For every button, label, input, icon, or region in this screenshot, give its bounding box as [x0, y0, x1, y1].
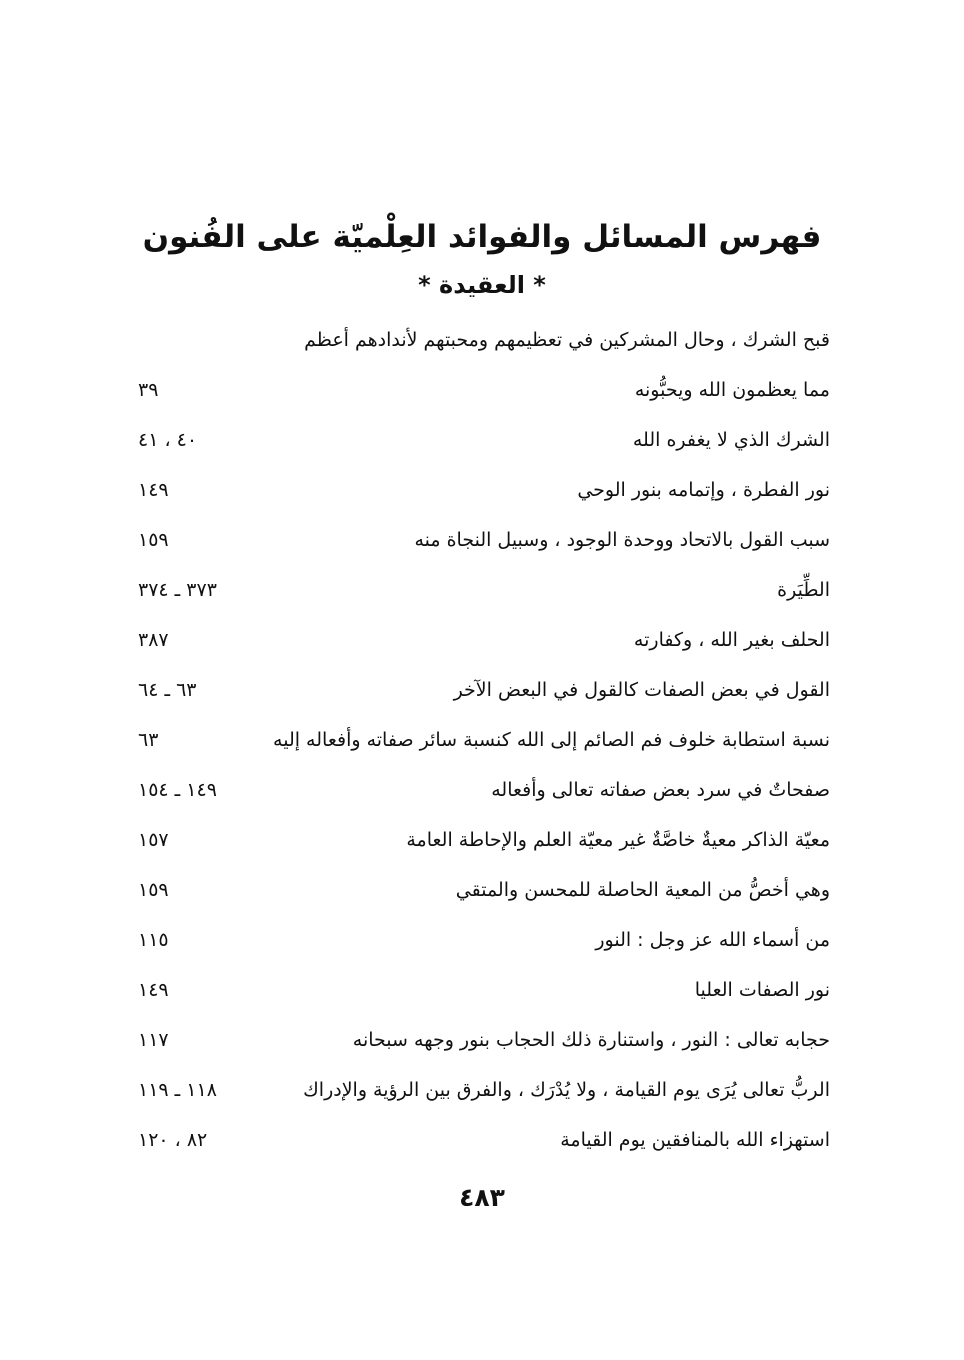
index-entry [138, 615, 830, 665]
index-entry [138, 315, 830, 365]
section-heading: * العقيدة * [418, 271, 546, 299]
entry-page: ١١٨ ـ ١١٩ [138, 1079, 217, 1101]
entry-page: ١٤٩ [138, 479, 169, 501]
entry-text: الربُّ تعالى يُرَى يوم القيامة ، ولا يُدْرَك ، والفرق بين الرؤية والإدراك [303, 1079, 830, 1101]
entry-text: مما يعظمون الله ويحبُّونه [634, 379, 830, 401]
entry-text: نسبة استطابة خلوف فم الصائم إلى الله كنسبة سائر صفاته وأفعاله إليه [273, 729, 830, 751]
index-entry [138, 515, 830, 565]
index-entry [138, 815, 830, 865]
entry-text: الحلف بغير الله ، وكفارته [633, 629, 830, 651]
index-entry [138, 1015, 830, 1065]
page-number: ٤٨٣ [459, 1183, 505, 1212]
index-entry [138, 565, 830, 615]
entry-page: ٣٨٧ [138, 629, 169, 651]
index-entry [138, 365, 830, 415]
index-entry [138, 415, 830, 465]
entry-text: حجابه تعالى : النور ، واستنارة ذلك الحجاب بنور وجهه سبحانه [352, 1029, 830, 1051]
entry-page: ٦٣ ـ ٦٤ [138, 679, 197, 701]
page-title: فهرس المسائل والفوائد العِلْميّة على الفُنون [142, 219, 822, 255]
entry-text: الطِّيَرة [777, 579, 830, 601]
entry-page: ١٤٩ ـ ١٥٤ [138, 779, 217, 801]
entry-page: ٣٩ [138, 379, 159, 401]
entry-text: نور الفطرة ، وإتمامه بنور الوحي [577, 479, 830, 501]
entry-text: الشرك الذي لا يغفره الله [632, 429, 830, 451]
index-entry [138, 1065, 830, 1115]
entry-page: ٨٢ ، ١٢٠ [138, 1129, 208, 1151]
index-entries [138, 315, 830, 1165]
entry-page: ٤٠ ، ٤١ [138, 429, 198, 451]
index-entry [138, 665, 830, 715]
entry-text: سبب القول بالاتحاد ووحدة الوجود ، وسبيل النجاة منه [414, 529, 830, 551]
entry-page: ١٤٩ [138, 979, 169, 1001]
entry-page: ٣٧٣ ـ ٣٧٤ [138, 579, 217, 601]
entry-page: ١٥٧ [138, 829, 169, 851]
index-entry [138, 1115, 830, 1165]
entry-text: من أسماء الله عز وجل : النور [595, 929, 830, 951]
entry-page: ١٥٩ [138, 879, 169, 901]
entry-text: القول في بعض الصفات كالقول في البعض الآخر [453, 679, 830, 701]
entry-page: ١٥٩ [138, 529, 169, 551]
entry-text: استهزاء الله بالمنافقين يوم القيامة [560, 1129, 830, 1151]
entry-page: ٦٣ [138, 729, 159, 751]
index-entry [138, 915, 830, 965]
entry-page: ١١٧ [138, 1029, 169, 1051]
entry-text: معيّة الذاكر معيةٌ خاصَّةٌ غير معيّة العلم والإحاطة العامة [406, 829, 830, 851]
index-entry [138, 715, 830, 765]
index-entry [138, 865, 830, 915]
entry-page: ١١٥ [138, 929, 169, 951]
entry-text: نور الصفات العليا [694, 979, 830, 1001]
entry-text: وهي أخصُّ من المعية الحاصلة للمحسن والمتقي [455, 879, 830, 901]
index-entry [138, 465, 830, 515]
entry-text: صفحاتٌ في سرد بعض صفاته تعالى وأفعاله [491, 779, 830, 801]
entry-text: قبح الشرك ، وحال المشركين في تعظيمهم ومحبتهم لأندادهم أعظم [304, 329, 830, 351]
index-entry [138, 965, 830, 1015]
index-entry [138, 765, 830, 815]
